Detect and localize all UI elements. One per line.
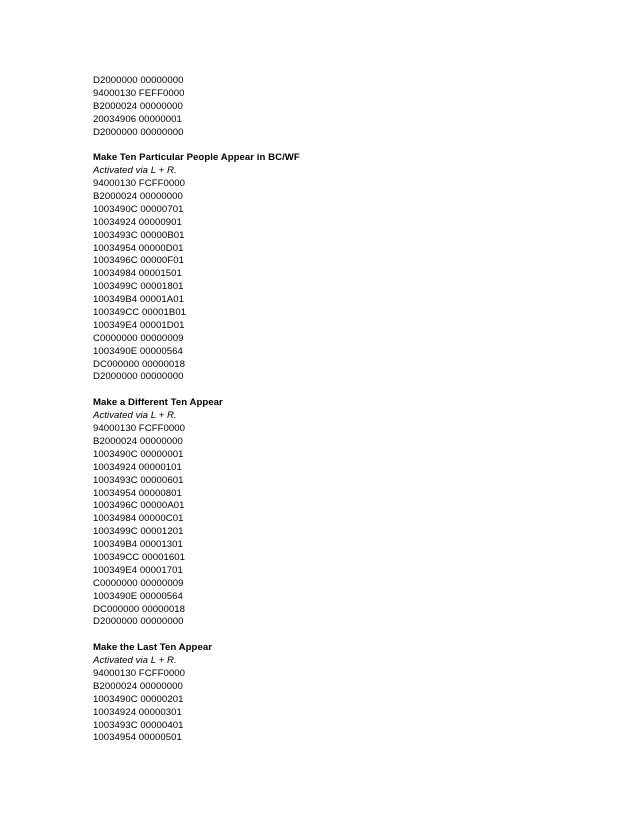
section-note: Activated via L + R. — [93, 410, 177, 422]
code-line: 94000130 FCFF0000 — [93, 178, 186, 190]
intro-code-block — [93, 75, 573, 139]
code-line: B2000024 00000000 — [93, 680, 183, 692]
code-line: 1003490C 00000001 — [93, 448, 184, 460]
code-line: 10034924 00000101 — [93, 461, 182, 473]
code-line: B2000024 00000000 — [93, 191, 183, 203]
code-line: B2000024 00000000 — [93, 100, 183, 112]
code-line: C0000000 00000009 — [93, 332, 184, 344]
code-line: 100349CC 00001B01 — [93, 307, 187, 319]
code-line: 10034924 00000301 — [93, 706, 182, 718]
spacer — [93, 139, 573, 152]
section-last-ten — [93, 642, 573, 745]
code-line: 1003490E 00000564 — [93, 345, 183, 357]
code-line: 1003490C 00000701 — [93, 203, 184, 215]
section-note: Activated via L + R. — [93, 165, 177, 177]
code-line: 100349B4 00001301 — [93, 539, 183, 551]
code-line: D2000000 00000000 — [93, 371, 184, 383]
code-line: 10034924 00000901 — [93, 216, 182, 228]
spacer — [93, 629, 573, 642]
code-line: 1003493C 00000401 — [93, 719, 184, 731]
document-page — [93, 75, 573, 745]
code-line: 1003490C 00000201 — [93, 693, 184, 705]
code-line: 10034984 00000C01 — [93, 513, 184, 525]
code-line: 100349E4 00001701 — [93, 564, 183, 576]
code-line: DC000000 00000018 — [93, 603, 186, 615]
code-line: D2000000 00000000 — [93, 126, 184, 138]
code-line: B2000024 00000000 — [93, 435, 183, 447]
section-ten-particular-people — [93, 152, 573, 384]
code-line: 94000130 FEFF0000 — [93, 87, 185, 99]
code-line: 1003496C 00000A01 — [93, 500, 185, 512]
code-line: DC000000 00000018 — [93, 358, 186, 370]
section-note: Activated via L + R. — [93, 655, 177, 667]
section-title: Make a Different Ten Appear — [93, 397, 223, 409]
code-line: 10034984 00001501 — [93, 268, 182, 280]
code-line: 10034954 00000801 — [93, 487, 182, 499]
code-line: 1003496C 00000F01 — [93, 255, 185, 267]
code-line: 94000130 FCFF0000 — [93, 667, 186, 679]
code-line: 1003490E 00000564 — [93, 590, 183, 602]
spacer — [93, 384, 573, 397]
code-line: 1003493C 00000601 — [93, 474, 184, 486]
code-line: 100349CC 00001601 — [93, 551, 186, 563]
section-title: Make Ten Particular People Appear in BC/WF — [93, 152, 300, 164]
code-line: 10034954 00000501 — [93, 732, 182, 744]
code-line: 1003493C 00000B01 — [93, 229, 185, 241]
code-line: 1003499C 00001801 — [93, 281, 184, 293]
code-line: 100349E4 00001D01 — [93, 319, 185, 331]
code-line: 100349B4 00001A01 — [93, 294, 185, 306]
code-line: 20034906 00000001 — [93, 113, 182, 125]
code-line: 94000130 FCFF0000 — [93, 423, 186, 435]
section-different-ten — [93, 397, 573, 629]
code-line: C0000000 00000009 — [93, 577, 184, 589]
code-line: D2000000 00000000 — [93, 75, 184, 86]
section-title: Make the Last Ten Appear — [93, 642, 213, 654]
code-line: D2000000 00000000 — [93, 616, 184, 628]
code-line: 1003499C 00001201 — [93, 526, 184, 538]
code-line: 10034954 00000D01 — [93, 242, 184, 254]
